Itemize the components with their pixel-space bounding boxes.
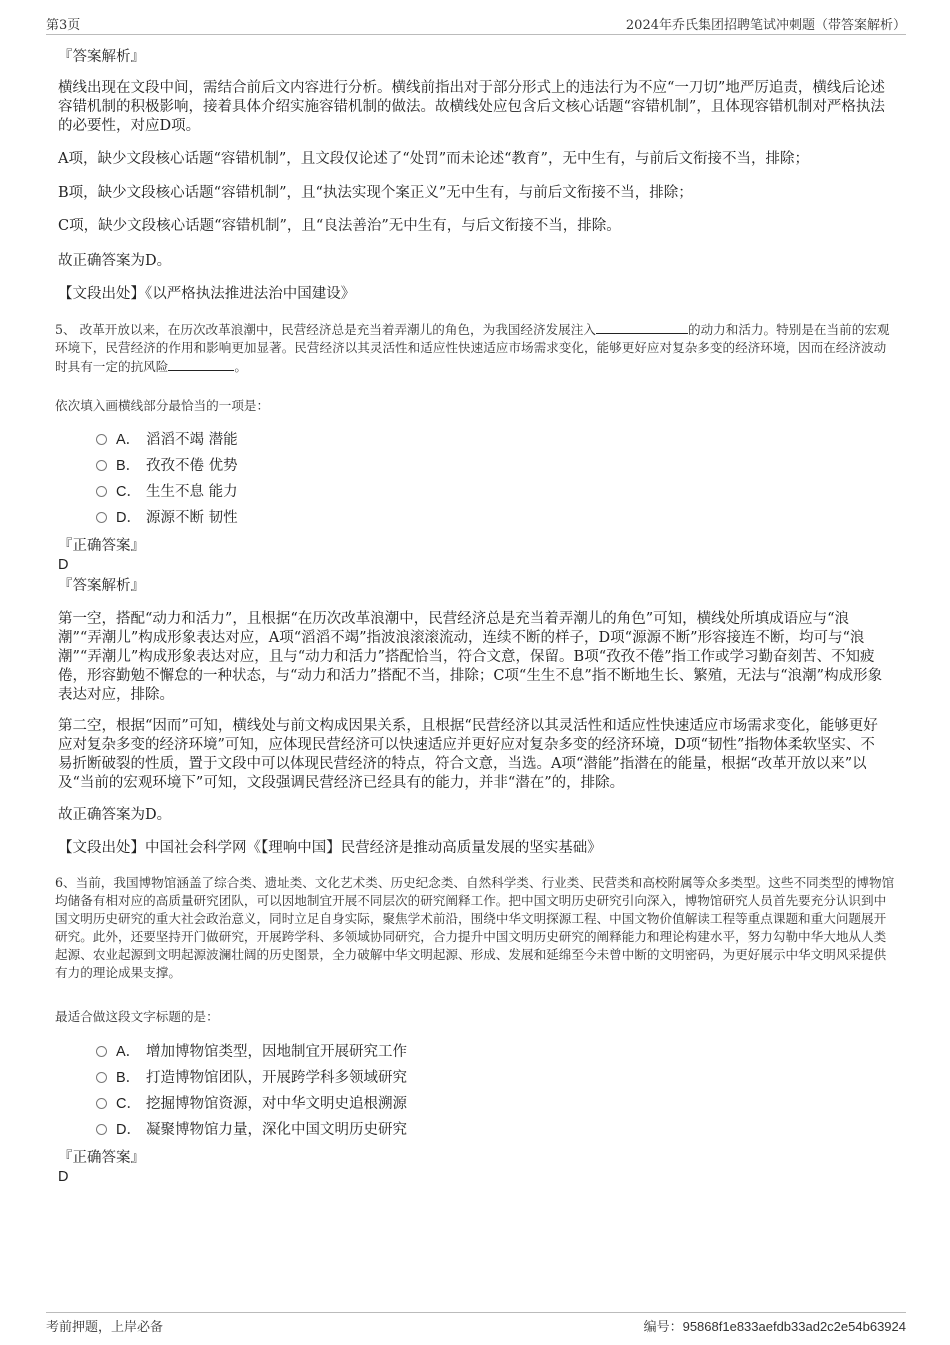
footer-slogan: 考前押题，上岸必备 xyxy=(46,1320,164,1335)
q5-option-b[interactable]: B． 孜孜不倦 优势 xyxy=(96,456,238,476)
q6-correct-label: 『正确答案』 xyxy=(58,1150,145,1166)
page-number: 第3页 xyxy=(46,18,81,33)
q4-analysis: 横线出现在文段中间，需结合前后文内容进行分析。横线前指出对于部分形式上的违法行为不应“一刀切”地严厉追责，横线后论述容错机制的积极影响，接着具体介绍实施容错机制的做法。故横线处应包含后文核心话题“容错机制”，且体现容错机制对严格执法的必要性，对应D项。 xyxy=(58,80,885,134)
q5-stem-part-1: 5、 改革开放以来，在历次改革浪潮中，民营经济总是充当着弄潮儿的角色，为我国经济发展注入 xyxy=(55,322,596,337)
q5-analysis-p1: 第一空，搭配“动力和活力”，且根据“在历次改革浪潮中，民营经济总是充当着弄潮儿的角色”可知，横线处所填成语应与“浪潮”“弄潮儿”构成形象表达对应，A项“滔滔不竭”指波浪滚滚流动，连续不断的样子，D项“源源不断”形容接连不断，均可与“浪潮”“弄潮儿”构成形象表达对应，且与“动力和活力”搭配恰当，符合文意，保留。B项“孜孜不倦”指工作或学习勤奋刻苦、不知疲倦，形容勤勉不懈怠的一种状态，与“动力和活力”搭配不当，排除；C项“生生不息”指不断地生长、繁殖，无法与“浪潮”构成形象表达对应，排除。 xyxy=(58,611,883,703)
radio-icon[interactable] xyxy=(96,1072,107,1083)
page-footer xyxy=(46,1312,906,1335)
q4-option-a-analysis: A项，缺少文段核心话题“容错机制”，且文段仅论述了“处罚”而未论述“教育”，无中生有，与前后文衔接不当，排除； xyxy=(58,151,809,167)
radio-icon[interactable] xyxy=(96,512,107,523)
document-code: 编号：95868f1e833aefdb33ad2c2e54b63924 xyxy=(643,1319,906,1334)
q5-stem-part-2: 的动力和活力。特别是在当前的宏观环境下，民营经济的作用和影响更加显著。民营经济以其灵活性和适应性快速适应市场需求变化，能够更好应对复杂多变的经济环境，因而在经济波动时具有一定的抗风险 xyxy=(55,322,890,374)
q5-option-c[interactable]: C． 生生不息 能力 xyxy=(96,482,238,502)
q4-option-c-analysis: C项，缺少文段核心话题“容错机制”，且“良法善治”无中生有，与后文衔接不当，排除。 xyxy=(58,218,621,234)
q5-stem-part-3: 。 xyxy=(234,359,247,374)
radio-icon[interactable] xyxy=(96,486,107,497)
q4-source: 【文段出处】《以严格执法推进法治中国建设》 xyxy=(58,286,356,302)
radio-icon[interactable] xyxy=(96,1098,107,1109)
q4-analysis-label: 『答案解析』 xyxy=(58,49,145,65)
q5-conclusion: 故正确答案为D。 xyxy=(58,807,172,823)
q6-option-a[interactable]: A． 增加博物馆类型，因地制宜开展研究工作 xyxy=(96,1042,407,1062)
q6-prompt: 最适合做这段文字标题的是： xyxy=(55,1009,219,1024)
q5-source: 【文段出处】中国社会科学网《【理响中国】民营经济是推动高质量发展的坚实基础》 xyxy=(58,840,602,856)
radio-icon[interactable] xyxy=(96,1046,107,1057)
radio-icon[interactable] xyxy=(96,460,107,471)
q5-prompt: 依次填入画横线部分最恰当的一项是： xyxy=(55,398,270,413)
q5-correct-answer: D xyxy=(58,557,69,573)
document-title: 2024年乔氏集团招聘笔试冲刺题（带答案解析） xyxy=(625,18,906,33)
q5-analysis-label: 『答案解析』 xyxy=(58,578,145,594)
q6-option-d[interactable]: D． 凝聚博物馆力量，深化中国文明历史研究 xyxy=(96,1120,407,1140)
q5-stem xyxy=(55,320,897,376)
q4-conclusion: 故正确答案为D。 xyxy=(58,253,172,269)
q5-analysis-p2: 第二空，根据“因而”可知，横线处与前文构成因果关系，且根据“民营经济以其灵活性和适应性快速适应市场需求变化，能够更好应对复杂多变的经济环境”可知，应体现民营经济可以快速适应并更好应对复杂多变的经济环境，D项“韧性”指物体柔软坚实、不易折断破裂的性质，置于文段中可以体现民营经济的特点，符合文意，当选。A项“潜能”指潜在的能量，根据“改革开放以来”以及“当前的宏观环境下”可知，文段强调民营经济已经具有的能力，并非“潜在”的，排除。 xyxy=(58,718,878,791)
radio-icon[interactable] xyxy=(96,434,107,445)
page-header xyxy=(46,14,906,35)
radio-icon[interactable] xyxy=(96,1124,107,1135)
q6-option-c[interactable]: C． 挖掘博物馆资源，对中华文明史追根溯源 xyxy=(96,1094,407,1114)
q6-stem: 6、当前，我国博物馆涵盖了综合类、遗址类、文化艺术类、历史纪念类、自然科学类、行业类、民营类和高校附属等众多类型。这些不同类型的博物馆均储备有相对应的高质量研究团队，可以因地制宜开展不同层次的研究阐释工作。把中国文明历史研究引向深入，博物馆研究人员首先要充分认识到中国文明历史研究的重大社会政治意义，同时立足自身实际，聚焦学术前沿，围绕中华文明探源工程、中国文物价值解读工程等重点课题和重大问题展开研究。此外，还要坚持开门做研究，开展跨学科、多领域协同研究，合力提升中国文明历史研究的阐释能力和理论构建水平，努力勾勒中华大地从人类起源、农业起源到文明起源波澜壮阔的历史图景，全力破解中华文明起源、形成、发展和延绵至今未曾中断的文明密码，为更好展示中华文明风采提供有力的理论成果支撑。 xyxy=(55,875,895,980)
q6-correct-answer: D xyxy=(58,1169,69,1185)
q6-option-b[interactable]: B． 打造博物馆团队，开展跨学科多领域研究 xyxy=(96,1068,407,1088)
q5-option-d[interactable]: D． 源源不断 韧性 xyxy=(96,508,238,528)
q5-option-a[interactable]: A． 滔滔不竭 潜能 xyxy=(96,430,238,450)
q5-correct-label: 『正确答案』 xyxy=(58,538,145,554)
q5-blank-2 xyxy=(168,357,234,371)
q5-blank-1 xyxy=(596,320,688,334)
q4-option-b-analysis: B项，缺少文段核心话题“容错机制”，且“执法实现个案正义”无中生有，与前后文衔接不当，排除； xyxy=(58,185,693,201)
